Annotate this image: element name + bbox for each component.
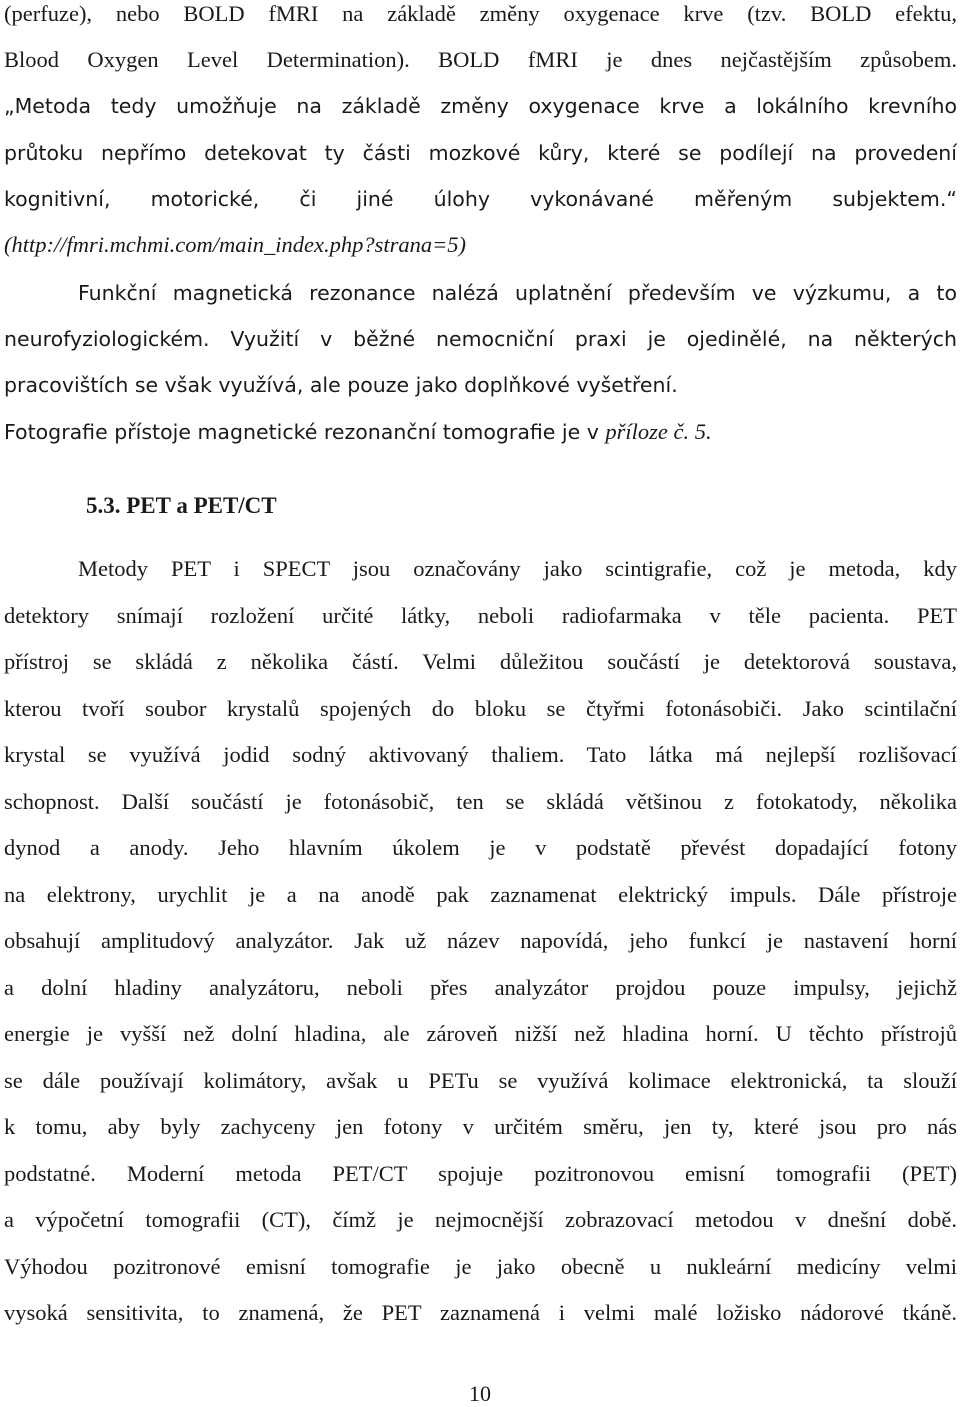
- text-line: Funkční magnetická rezonance nalézá uplatnění především ve výzkumu, a to: [78, 281, 957, 305]
- text-line: krystal se využívá jodid sodný aktivovaný thaliem. Tato látka má nejlepší rozlišovací: [4, 742, 957, 767]
- text-line: kognitivní, motorické, či jiné úlohy vykonávané měřeným subjektem.“: [4, 187, 957, 211]
- appendix-reference: příloze č. 5.: [605, 419, 712, 444]
- text-line: Blood Oxygen Level Determination). BOLD fMRI je dnes nejčastějším způsobem.: [4, 47, 957, 72]
- text-line: energie je vyšší než dolní hladina, ale zároveň nižší než hladina horní. U těchto přístrojů: [4, 1021, 957, 1046]
- text-line: dynod a anody. Jeho hlavním úkolem je v podstatě převést dopadající fotony: [4, 835, 957, 860]
- text-line: Výhodou pozitronové emisní tomografie je jako obecně u nukleární medicíny velmi: [4, 1254, 957, 1279]
- text-line: (perfuze), nebo BOLD fMRI na základě změny oxygenace krve (tzv. BOLD efektu,: [4, 1, 957, 26]
- text-line: přístroj se skládá z několika částí. Velmi důležitou součástí je detektorová soustava,: [4, 649, 957, 674]
- text-line: detektory snímají rozložení určité látky, neboli radiofarmaka v těle pacienta. PET: [4, 603, 957, 628]
- text-line: pracovištích se však využívá, ale pouze jako doplňkové vyšetření.: [4, 373, 678, 397]
- text-line: průtoku nepřímo detekovat ty části mozkové kůry, které se podílejí na provedení: [4, 141, 957, 165]
- text-line: a výpočetní tomografii (CT), čímž je nejmocnější zobrazovací metodou v dnešní době.: [4, 1207, 957, 1232]
- text-line: schopnost. Další součástí je fotonásobič, ten se skládá většinou z fotokatody, několika: [4, 789, 957, 814]
- text-line: vysoká sensitivita, to znamená, že PET zaznamená i velmi malé ložisko nádorové tkáně.: [4, 1300, 957, 1325]
- text-line: k tomu, aby byly zachyceny jen fotony v určitém směru, jen ty, které jsou pro nás: [4, 1114, 957, 1139]
- text-line: kterou tvoří soubor krystalů spojených do bloku se čtyřmi fotonásobiči. Jako scintilační: [4, 696, 957, 721]
- text-line: neurofyziologickém. Využití v běžné nemocniční praxi je ojedinělé, na některých: [4, 327, 957, 351]
- text-line: obsahují amplitudový analyzátor. Jak už název napovídá, jeho funkcí je nastavení horní: [4, 928, 957, 953]
- text-line: Metody PET i SPECT jsou označovány jako scintigrafie, což je metoda, kdy: [78, 556, 957, 581]
- text-line: na elektrony, urychlit je a na anodě pak zaznamenat elektrický impuls. Dále přístroje: [4, 882, 957, 907]
- source-citation: (http://fmri.mchmi.com/main_index.php?strana=5): [4, 232, 467, 257]
- text-line: „Metoda tedy umožňuje na základě změny oxygenace krve a lokálního krevního: [4, 94, 957, 118]
- page-number: 10: [469, 1381, 491, 1406]
- text-line: [4, 418, 957, 446]
- section-heading: 5.3. PET a PET/CT: [86, 493, 277, 518]
- photo-reference-text: Fotografie přístoje magnetické rezonanční tomografie je v: [4, 420, 606, 444]
- text-line: podstatné. Moderní metoda PET/CT spojuje pozitronovou emisní tomografii (PET): [4, 1161, 957, 1186]
- text-line: a dolní hladiny analyzátoru, neboli přes analyzátor projdou pouze impulsy, jejichž: [4, 975, 957, 1000]
- text-line: se dále používají kolimátory, avšak u PETu se využívá kolimace elektronická, ta slouží: [4, 1068, 957, 1093]
